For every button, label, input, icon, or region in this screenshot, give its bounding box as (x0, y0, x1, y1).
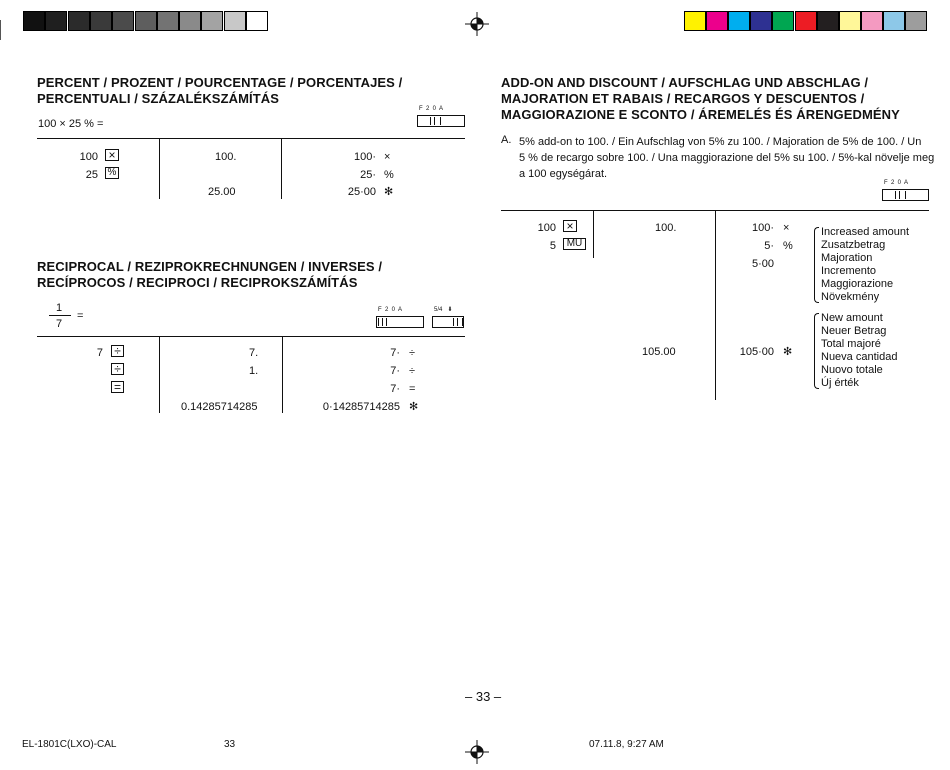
input-value: 7 (96, 347, 103, 359)
color-swatch (728, 11, 750, 31)
reciprocal-table-rule (37, 336, 465, 337)
divide-key-icon: ÷ (111, 363, 124, 375)
print-value: 100· (751, 222, 774, 234)
print-value: 5·00 (751, 258, 774, 270)
print-value: 25·00 (347, 186, 376, 198)
total-symbol: ✻ (783, 346, 793, 358)
gray-swatch (68, 11, 90, 31)
color-swatch (817, 11, 839, 31)
addon-col-divider-1 (593, 210, 594, 258)
print-symbol: = (409, 383, 416, 395)
increase-label: Increased amount (821, 226, 910, 238)
footer-page: 33 (224, 739, 236, 750)
increase-label: Növekmény (821, 291, 880, 303)
gray-swatch (246, 11, 268, 31)
print-symbol: ÷ (409, 365, 416, 377)
gray-swatch (112, 11, 134, 31)
percent-example: 100 × 25 % = (38, 118, 104, 130)
footer-file-name: EL-1801C(LXO)-CAL (22, 739, 117, 750)
total-label: Nueva cantidad (821, 351, 898, 363)
display-value: 100. (215, 151, 237, 163)
input-value: 100 (79, 151, 98, 163)
percent-table-rule (37, 138, 465, 139)
addon-desc-line3: a 100 egységárat. (519, 168, 608, 180)
addon-decimal-switch (882, 189, 929, 201)
display-value: 0.14285714285 (181, 401, 258, 413)
percent-switch-labels: F 2 0 A (419, 106, 444, 112)
fraction-denominator: 7 (56, 318, 63, 330)
addon-col-divider-2 (715, 210, 716, 400)
increase-label: Zusatzbetrag (821, 239, 886, 251)
fraction-bar (49, 315, 71, 316)
color-swatch (772, 11, 794, 31)
display-value: 1. (249, 365, 259, 377)
gray-swatch (135, 11, 157, 31)
color-swatch (861, 11, 883, 31)
reciprocal-col-divider-1 (159, 336, 160, 413)
color-swatch (684, 11, 706, 31)
registration-mark-icon (465, 12, 489, 36)
print-symbol: ÷ (409, 347, 416, 359)
increase-label: Maggiorazione (821, 278, 894, 290)
switch-knob (378, 318, 387, 326)
gray-swatch (224, 11, 246, 31)
gray-swatch (201, 11, 223, 31)
gray-swatch (90, 11, 112, 31)
addon-item-label: A. (501, 134, 512, 146)
reciprocal-title-line1: RECIPROCAL / REZIPROKRECHNUNGEN / INVERSES / (37, 259, 383, 274)
color-swatch (706, 11, 728, 31)
reciprocal-switch-labels: F 2 0 A (378, 307, 403, 313)
switch-knob (430, 117, 441, 125)
display-value: 105.00 (642, 346, 676, 358)
markup-key-icon: MU (563, 238, 586, 250)
rounding-switch (432, 316, 464, 328)
divide-key-icon: ÷ (111, 345, 124, 357)
rounding-switch-labels: 5/4 ⬇ (434, 307, 453, 313)
reciprocal-title-line2: RECÍPROCOS / RECIPROCI / RECIPROKSZÁMÍTÁS (37, 275, 358, 290)
gray-swatch (157, 11, 179, 31)
addon-desc-line2: 5 % de recargo sobre 100. / Una maggiorazione del 5% su 100. / 5%-kal növelje meg (519, 152, 935, 164)
addon-desc-line1: 5% add-on to 100. / Ein Aufschlag von 5% zu 100. / Majoration de 5% de 100. / Un (519, 136, 922, 148)
percent-title-line1: PERCENT / PROZENT / POURCENTAGE / PORCENTAJES / (37, 75, 403, 90)
percent-col-divider-1 (159, 138, 160, 199)
total-labels (821, 312, 897, 390)
percent-col-divider-2 (281, 138, 282, 199)
total-label: New amount (821, 312, 883, 324)
color-swatch (883, 11, 905, 31)
print-value: 0·14285714285 (322, 401, 400, 413)
crop-mark-left-top (0, 20, 1, 40)
equals-key-icon: = (111, 381, 124, 393)
print-symbol: × (384, 151, 391, 163)
page-number: – 33 – (465, 689, 502, 704)
print-value: 25· (360, 169, 376, 181)
multiply-key-icon: × (105, 149, 119, 161)
print-symbol: % (384, 169, 394, 181)
percent-key-icon: % (105, 167, 119, 179)
total-symbol: ✻ (409, 401, 419, 413)
total-symbol: ✻ (384, 186, 394, 198)
switch-knob (895, 191, 906, 199)
display-value: 7. (249, 347, 259, 359)
color-swatch (795, 11, 817, 31)
display-value: 25.00 (208, 186, 236, 198)
increase-label: Majoration (821, 252, 873, 264)
increase-brace (814, 227, 819, 303)
addon-title-line2: MAJORATION ET RABAIS / RECARGOS Y DESCUENTOS / (501, 91, 865, 106)
total-label: Neuer Betrag (821, 325, 887, 337)
switch-knob (453, 318, 463, 326)
gray-swatch (179, 11, 201, 31)
reciprocal-decimal-switch (376, 316, 424, 328)
total-brace (814, 313, 819, 389)
increase-label: Incremento (821, 265, 877, 277)
print-value: 7· (390, 347, 400, 359)
fraction-equals: = (77, 310, 84, 322)
color-swatch (905, 11, 927, 31)
footer-date: 07.11.8, 9:27 AM (589, 739, 664, 750)
color-swatch (750, 11, 772, 31)
input-value: 5 (549, 240, 556, 252)
color-swatch (839, 11, 861, 31)
gray-swatch (23, 11, 45, 31)
addon-switch-labels: F 2 0 A (884, 180, 909, 186)
print-value: 7· (390, 365, 400, 377)
addon-title-line1: ADD-ON AND DISCOUNT / AUFSCHLAG UND ABSCHLAG / (501, 75, 869, 90)
print-value: 5· (764, 240, 774, 252)
increase-labels (821, 226, 909, 304)
print-symbol: % (783, 240, 793, 252)
multiply-key-icon: × (563, 220, 577, 232)
print-value: 100· (353, 151, 376, 163)
addon-title-line3: MAGGIORAZIONE E SCONTO / ÁREMELÉS ÉS ÁRENGEDMÉNY (501, 107, 900, 122)
reciprocal-col-divider-2 (282, 336, 283, 413)
input-value: 100 (537, 222, 556, 234)
percent-title-line2: PERCENTUALI / SZÁZALÉKSZÁMÍTÁS (37, 91, 280, 106)
registration-mark-bottom-icon (465, 740, 489, 764)
fraction-numerator: 1 (56, 302, 63, 314)
gray-swatch (45, 11, 67, 31)
input-value: 25 (85, 169, 98, 181)
total-label: Új érték (821, 377, 859, 389)
total-label: Total majoré (821, 338, 881, 350)
print-value: 7· (390, 383, 400, 395)
total-label: Nuovo totale (821, 364, 883, 376)
percent-decimal-switch (417, 115, 465, 127)
print-symbol: × (783, 222, 790, 234)
print-value: 105·00 (739, 346, 774, 358)
display-value: 100. (655, 222, 677, 234)
